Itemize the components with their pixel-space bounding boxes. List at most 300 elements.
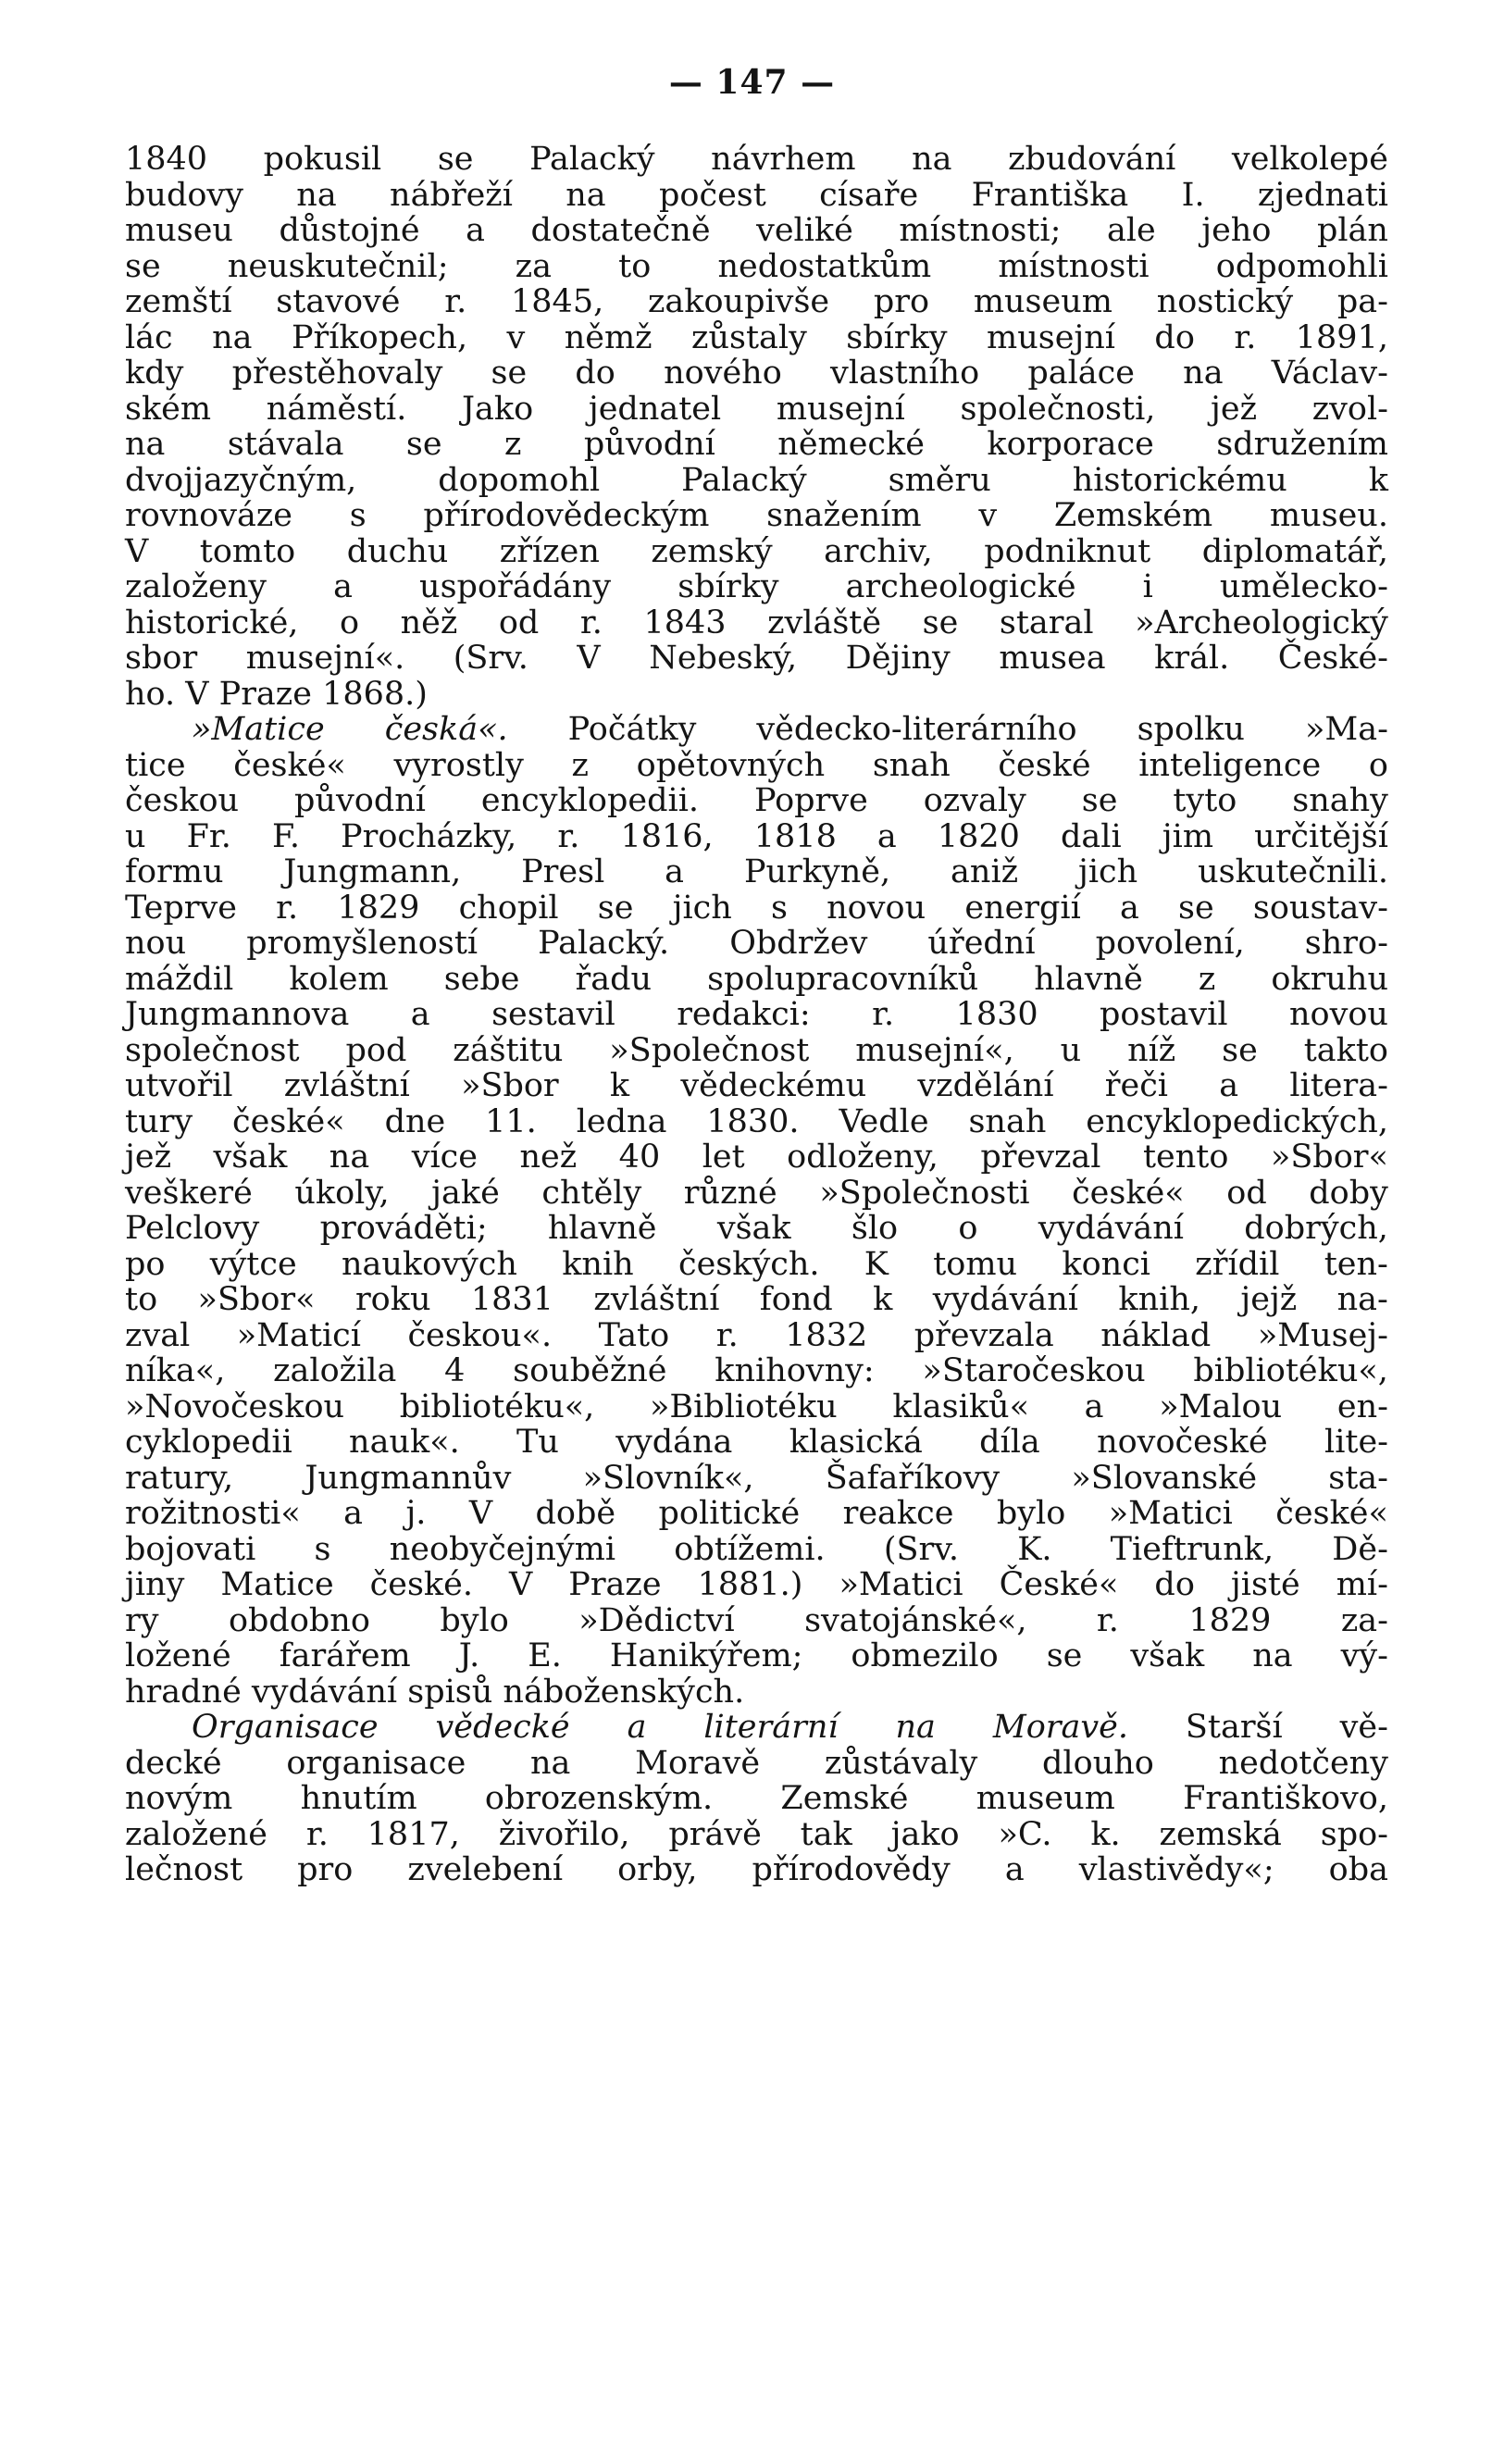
word: V xyxy=(577,640,601,677)
word: Dě- xyxy=(1332,1530,1388,1568)
word: zvláštní xyxy=(593,1281,720,1318)
word: české xyxy=(998,746,1091,784)
word: Jungmann, xyxy=(283,853,462,890)
word: zůstávaly xyxy=(824,1744,978,1782)
text-line xyxy=(125,1033,1388,1069)
word: snah xyxy=(872,746,951,784)
word: náklad xyxy=(1100,1316,1212,1354)
word: shro- xyxy=(1304,925,1388,962)
word: vědeckému xyxy=(680,1067,867,1104)
word: »Sbor« xyxy=(1270,1139,1388,1176)
word: bibliotéku«, xyxy=(399,1388,595,1425)
word: obmezilo xyxy=(851,1637,999,1674)
word: českých. xyxy=(677,1245,820,1283)
text-line xyxy=(125,249,1388,285)
text-line xyxy=(125,1532,1388,1568)
word: stávala xyxy=(227,426,344,463)
word: na xyxy=(566,176,606,214)
word: pro xyxy=(873,283,930,320)
word: však xyxy=(1130,1637,1205,1674)
text-line xyxy=(125,1211,1388,1247)
word: jisté xyxy=(1230,1566,1300,1603)
word: ském xyxy=(125,390,212,428)
text-line xyxy=(125,1781,1388,1817)
text-line xyxy=(125,962,1388,998)
word: Starší xyxy=(1185,1709,1283,1746)
word: »Novočeskou xyxy=(125,1388,345,1425)
word: 40 xyxy=(618,1139,661,1176)
word: založila xyxy=(273,1352,397,1389)
word: přírodovědeckým xyxy=(423,497,710,534)
word: zřízen xyxy=(499,532,600,570)
text-line xyxy=(125,712,1388,748)
word: a xyxy=(333,568,353,605)
word: Palacký. xyxy=(538,925,670,962)
word: jim xyxy=(1162,817,1214,855)
word: vědecko-literárního xyxy=(756,711,1077,748)
word: energií xyxy=(964,889,1081,927)
word: tice xyxy=(125,746,186,784)
word: a xyxy=(1219,1067,1239,1104)
word: museum xyxy=(973,283,1112,320)
word: oba xyxy=(1328,1851,1388,1888)
word: vlastivědy«; xyxy=(1078,1851,1274,1888)
word: veliké xyxy=(756,212,853,249)
word: tomto xyxy=(199,532,296,570)
text-line xyxy=(125,1176,1388,1212)
word: odloženy, xyxy=(787,1139,938,1176)
text-line xyxy=(125,1139,1388,1176)
word: ratury, xyxy=(125,1459,234,1497)
word: za- xyxy=(1340,1601,1388,1639)
word: na xyxy=(329,1139,370,1176)
word: 11. xyxy=(485,1102,537,1140)
word: u xyxy=(125,817,146,855)
word: jako xyxy=(890,1815,960,1853)
word: jaké xyxy=(431,1174,500,1212)
word: ten- xyxy=(1324,1245,1388,1283)
word: Příkopech, xyxy=(291,318,468,356)
text-line xyxy=(125,1638,1388,1674)
word: místnosti xyxy=(998,247,1150,285)
word: pa- xyxy=(1336,283,1388,320)
word: době xyxy=(535,1495,616,1532)
word: dvojjazyčným, xyxy=(125,461,357,499)
word: »Společnosti xyxy=(819,1174,1030,1212)
word: souběžné xyxy=(513,1352,667,1389)
word: bibliotéku«, xyxy=(1193,1352,1388,1389)
word: to xyxy=(618,247,652,285)
word: Františkovo, xyxy=(1183,1780,1388,1817)
word: něž xyxy=(400,604,458,641)
word: se xyxy=(922,604,959,641)
word: snah xyxy=(968,1102,1047,1140)
word: vý- xyxy=(1340,1637,1388,1674)
word: paláce xyxy=(1027,355,1135,392)
word: tury xyxy=(125,1102,193,1140)
word: Zemském xyxy=(1053,497,1213,534)
word: r. xyxy=(579,604,603,641)
word: a xyxy=(627,1709,647,1746)
word: podniknut xyxy=(984,532,1151,570)
word: níž xyxy=(1127,1031,1176,1069)
word: encyklopedických, xyxy=(1086,1102,1388,1140)
word: lečnost xyxy=(125,1851,243,1888)
word: jiny xyxy=(125,1566,185,1603)
word: povolení, xyxy=(1095,925,1245,962)
word: důstojné xyxy=(279,212,420,249)
word: prováděti; xyxy=(319,1210,488,1247)
text-line xyxy=(125,534,1388,570)
word: a xyxy=(343,1495,364,1532)
word: r. xyxy=(276,889,299,927)
word: české« xyxy=(233,746,346,784)
word: dne xyxy=(384,1102,446,1140)
word: z xyxy=(1198,960,1216,998)
word: české« xyxy=(1072,1174,1185,1212)
word: Purkyně, xyxy=(743,853,891,890)
text-line xyxy=(125,498,1388,534)
word: tento xyxy=(1142,1139,1229,1176)
word: kdy xyxy=(125,355,184,392)
word: Tieftrunk, xyxy=(1110,1530,1274,1568)
word: z xyxy=(504,426,522,463)
word: roku xyxy=(354,1281,431,1318)
word: vědecké xyxy=(435,1709,570,1746)
text-line xyxy=(125,178,1388,214)
text-line xyxy=(125,890,1388,927)
word: decké xyxy=(125,1744,222,1782)
word: různé xyxy=(683,1174,777,1212)
word: dali xyxy=(1061,817,1122,855)
word: snahy xyxy=(1292,782,1388,819)
word: r. xyxy=(715,1316,739,1354)
word: ledna xyxy=(576,1102,667,1140)
word: novočeské xyxy=(1097,1424,1268,1461)
text-line xyxy=(125,641,1388,677)
word: rožitnosti« xyxy=(125,1495,301,1532)
word: od xyxy=(498,604,540,641)
word: a xyxy=(665,853,685,890)
word: k xyxy=(873,1281,893,1318)
text-line xyxy=(125,1461,1388,1497)
word: doby xyxy=(1309,1174,1388,1212)
text-line xyxy=(125,1567,1388,1603)
word: neobyčejnými xyxy=(389,1530,616,1568)
word: převzala xyxy=(914,1316,1054,1354)
text-line xyxy=(125,854,1388,890)
word: k. xyxy=(1090,1815,1121,1853)
word: konci xyxy=(1062,1245,1150,1283)
word: 1830 xyxy=(955,996,1038,1033)
word: o xyxy=(1368,746,1388,784)
word: opětovných xyxy=(636,746,826,784)
word: výtce xyxy=(209,1245,297,1283)
line-text: ho. V Praze 1868.) xyxy=(125,675,428,713)
word: tak xyxy=(800,1815,852,1853)
word: máždil xyxy=(125,960,234,998)
word: odpomohli xyxy=(1215,247,1388,285)
word: Palacký xyxy=(681,461,807,499)
word: en- xyxy=(1336,1388,1388,1425)
word: »Společnost xyxy=(609,1031,810,1069)
text-line xyxy=(125,1247,1388,1283)
word: za xyxy=(515,247,552,285)
word: po xyxy=(125,1245,166,1283)
word: České« xyxy=(999,1566,1119,1603)
word: redakci: xyxy=(677,996,811,1033)
text-line xyxy=(125,1746,1388,1782)
word: o xyxy=(958,1210,978,1247)
word: na xyxy=(212,318,253,356)
word: klasická xyxy=(789,1424,923,1461)
word: i xyxy=(1142,568,1153,605)
word: okruhu xyxy=(1271,960,1388,998)
word: se xyxy=(125,247,161,285)
word: plán xyxy=(1316,212,1388,249)
word: a xyxy=(410,996,430,1033)
word: převzal xyxy=(980,1139,1101,1176)
word: řeči xyxy=(1104,1067,1169,1104)
word: české« xyxy=(232,1102,345,1140)
word: Tato xyxy=(598,1316,670,1354)
word: však xyxy=(213,1139,288,1176)
word: než xyxy=(519,1139,578,1176)
word: nostický xyxy=(1156,283,1294,320)
word: ry xyxy=(125,1601,159,1639)
word: zvelebení xyxy=(407,1851,564,1888)
word: České- xyxy=(1277,640,1388,677)
word: založeny xyxy=(125,568,267,605)
word: »Matice xyxy=(192,711,325,748)
word: klasiků« xyxy=(892,1388,1029,1425)
word: záštitu xyxy=(453,1031,564,1069)
text-line xyxy=(125,926,1388,962)
word: musejní«. xyxy=(245,640,405,677)
word: pokusil xyxy=(263,141,382,178)
word: archiv, xyxy=(824,532,933,570)
word: a xyxy=(466,212,486,249)
word: novou xyxy=(827,889,926,927)
word: nábřeží xyxy=(390,176,513,214)
word: zřídil xyxy=(1195,1245,1280,1283)
word: museu. xyxy=(1269,497,1388,534)
word: na xyxy=(912,141,952,178)
word: K. xyxy=(1017,1530,1052,1568)
word: 1816, xyxy=(620,817,714,855)
word: »Musej- xyxy=(1257,1316,1388,1354)
word: »C. xyxy=(998,1815,1052,1853)
word: formu xyxy=(125,853,224,890)
word: s xyxy=(314,1530,331,1568)
word: tomu xyxy=(933,1245,1018,1283)
word: diplomatář, xyxy=(1201,532,1388,570)
word: se xyxy=(437,141,474,178)
word: umělecko- xyxy=(1219,568,1388,605)
word: německé xyxy=(777,426,925,463)
word: zvláště xyxy=(767,604,882,641)
word: Václav- xyxy=(1271,355,1388,392)
word: Vedle xyxy=(839,1102,929,1140)
word: r. xyxy=(872,996,895,1033)
word: F. xyxy=(272,817,300,855)
word: »Ma- xyxy=(1305,711,1388,748)
word: »Matici xyxy=(1108,1495,1233,1532)
word: jež xyxy=(1211,390,1258,428)
word: sbírky xyxy=(677,568,779,605)
word: Teprve xyxy=(125,889,237,927)
word: jednatel xyxy=(588,390,722,428)
word: Tu xyxy=(516,1424,559,1461)
word: nového xyxy=(664,355,782,392)
word: Pelclovy xyxy=(125,1210,260,1247)
word: r. xyxy=(557,817,580,855)
word: na xyxy=(296,176,337,214)
word: V xyxy=(468,1495,493,1532)
word: na xyxy=(1183,355,1224,392)
word: vydána xyxy=(615,1424,733,1461)
word: utvořil xyxy=(125,1067,233,1104)
word: Procházky, xyxy=(341,817,517,855)
word: veškeré xyxy=(125,1174,253,1212)
word: staral xyxy=(999,604,1094,641)
word: vydávání xyxy=(1038,1210,1184,1247)
word: obdobno xyxy=(228,1601,370,1639)
text-line xyxy=(125,677,1388,713)
word: mí- xyxy=(1336,1566,1388,1603)
word: Praze xyxy=(568,1566,662,1603)
word: svatojánské«, xyxy=(804,1601,1027,1639)
word: 1891, xyxy=(1295,318,1388,356)
text-line xyxy=(125,569,1388,605)
word: se xyxy=(405,426,442,463)
text-line xyxy=(125,1318,1388,1354)
word: do xyxy=(1154,318,1195,356)
word: 1829 xyxy=(1188,1601,1272,1639)
word: inteligence xyxy=(1138,746,1322,784)
word: nou xyxy=(125,925,187,962)
word: zjednati xyxy=(1257,176,1388,214)
word: dostatečně xyxy=(530,212,711,249)
word: soustav- xyxy=(1252,889,1388,927)
text-line xyxy=(125,142,1388,178)
text-line xyxy=(125,392,1388,428)
word: stavové xyxy=(276,283,401,320)
word: let xyxy=(702,1139,745,1176)
word: však xyxy=(716,1210,791,1247)
word: přestěhovaly xyxy=(231,355,443,392)
text-line xyxy=(125,783,1388,819)
word: zbudování xyxy=(1008,141,1176,178)
word: obtížemi. xyxy=(674,1530,826,1568)
word: do xyxy=(575,355,615,392)
word: se xyxy=(1081,782,1118,819)
word: K xyxy=(864,1245,889,1283)
word: k xyxy=(609,1067,630,1104)
word: aniž xyxy=(951,853,1019,890)
word: hlavně xyxy=(547,1210,657,1247)
word: jich xyxy=(672,889,732,927)
word: uspořádány xyxy=(419,568,612,605)
word: bylo xyxy=(440,1601,509,1639)
word: fond xyxy=(759,1281,833,1318)
word: sestavil xyxy=(491,996,615,1033)
word: »Sbor« xyxy=(197,1281,316,1318)
word: »Dědictví xyxy=(578,1601,735,1639)
word: pod xyxy=(345,1031,407,1069)
word: se xyxy=(597,889,634,927)
word: J. xyxy=(458,1637,480,1674)
word: na xyxy=(1252,1637,1293,1674)
word: směru xyxy=(888,461,991,499)
word: organisace xyxy=(286,1744,466,1782)
word: v xyxy=(506,318,526,356)
word: vzdělání xyxy=(917,1067,1054,1104)
word: spo- xyxy=(1320,1815,1388,1853)
word: (Srv. xyxy=(453,640,528,677)
word: zval xyxy=(125,1316,191,1354)
word: postavil xyxy=(1100,996,1228,1033)
word: »Maticí xyxy=(236,1316,361,1354)
text-line xyxy=(125,1104,1388,1140)
word: českou xyxy=(125,782,240,819)
word: farářem xyxy=(279,1637,411,1674)
word: hnutím xyxy=(300,1780,417,1817)
word: knih xyxy=(562,1245,634,1283)
word: 1832 xyxy=(785,1316,868,1354)
word: zemská xyxy=(1159,1815,1282,1853)
word: Hanikýřem; xyxy=(609,1637,803,1674)
word: j. xyxy=(405,1495,427,1532)
word: zvláštní xyxy=(283,1067,410,1104)
word: takto xyxy=(1303,1031,1388,1069)
word: 1829 xyxy=(337,889,420,927)
word: českou«. xyxy=(407,1316,553,1354)
text-line xyxy=(125,1710,1388,1746)
word: a xyxy=(1119,889,1139,927)
word: museu xyxy=(125,212,233,249)
word: »Staročeskou xyxy=(922,1352,1146,1389)
word: na- xyxy=(1336,1281,1388,1318)
word: »Sbor xyxy=(461,1067,559,1104)
word: náměstí. xyxy=(266,390,407,428)
word: musea xyxy=(999,640,1106,677)
word: (Srv. xyxy=(883,1530,959,1568)
word: »Matici xyxy=(839,1566,963,1603)
word: zakoupivše xyxy=(647,283,830,320)
word: I. xyxy=(1181,176,1205,214)
word: 1843 xyxy=(643,604,727,641)
word: původní xyxy=(294,782,426,819)
word: sbírky xyxy=(846,318,948,356)
word: »Malou xyxy=(1159,1388,1283,1425)
word: Poprve xyxy=(753,782,868,819)
word: korporace xyxy=(987,426,1154,463)
word: česká«. xyxy=(384,711,508,748)
word: Františka xyxy=(971,176,1129,214)
page-number: — 147 — xyxy=(668,63,836,102)
word: šlo xyxy=(851,1210,899,1247)
word: přírodovědy xyxy=(752,1851,951,1888)
word: r. xyxy=(1234,318,1257,356)
word: knihovny: xyxy=(715,1352,875,1389)
word: do xyxy=(1154,1566,1195,1603)
word: nauk«. xyxy=(349,1424,460,1461)
word: pro xyxy=(297,1851,354,1888)
word: cyklopedii xyxy=(125,1424,292,1461)
word: jich xyxy=(1078,853,1138,890)
text-line xyxy=(125,320,1388,356)
